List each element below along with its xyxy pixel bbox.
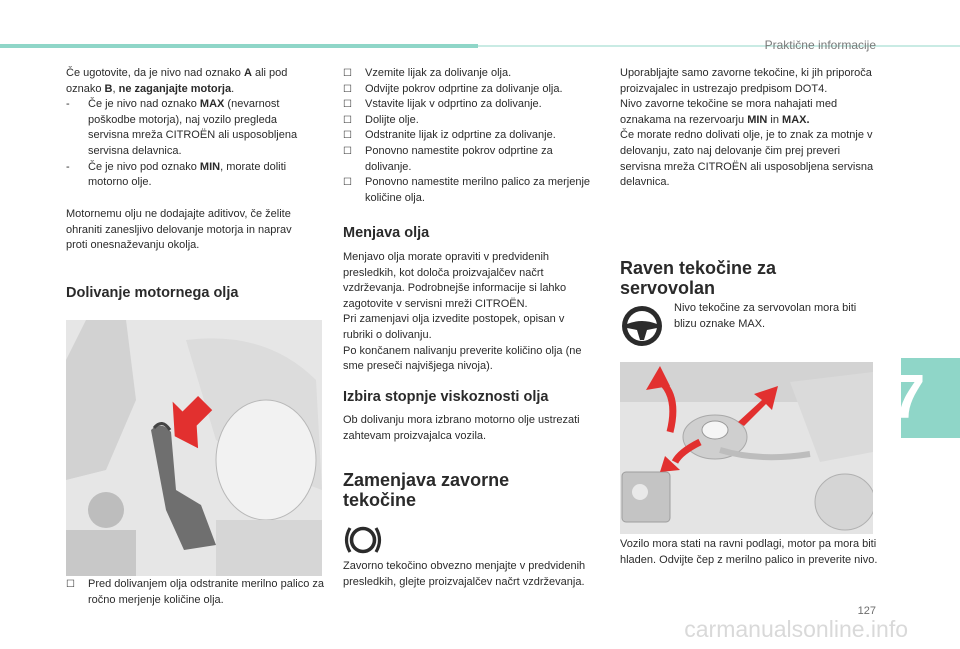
additives-paragraph: Motornemu olju ne dodajajte aditivov, če želite ohraniti zanesljivo delovanje motorja in naprav proti onesnaževanju okolja. bbox=[66, 208, 292, 252]
bullet-below-min bbox=[66, 160, 316, 191]
heading-power-steering: Raven tekočine za servovolan bbox=[620, 258, 777, 298]
header-accent-line bbox=[478, 45, 960, 47]
watermark: carmanualsonline.info bbox=[684, 616, 908, 642]
step-text: Vstavite lijak v odprtino za dolivanje. bbox=[365, 98, 542, 111]
section-title: Praktične informacije bbox=[764, 38, 876, 52]
list-item bbox=[343, 66, 593, 82]
check-box-icon: ☐ bbox=[343, 68, 352, 79]
steering-wheel-icon bbox=[620, 304, 664, 353]
dash-marker: - bbox=[66, 160, 70, 173]
bullet-min-text-c: , morate doliti motorno olje. bbox=[88, 160, 287, 189]
oil-change-paragraph bbox=[343, 250, 593, 375]
check-box-icon: ☐ bbox=[343, 145, 352, 157]
brake-fluid-info bbox=[620, 66, 880, 191]
engine-oil-filler-photo bbox=[66, 320, 322, 576]
do-not-start-warning: ne zaganjajte motorja bbox=[118, 82, 232, 95]
max-label: MAX bbox=[199, 98, 225, 111]
list-item bbox=[343, 82, 593, 98]
list-item bbox=[343, 144, 593, 175]
check-box-icon: ☐ bbox=[66, 579, 75, 590]
bullet-max-text-c: (nevarnost poškodbe motorja), naj vozilo pregleda servisna mreža CITROËN ali usposobljena servisna delavnica. bbox=[88, 98, 298, 157]
brake-warning-icon bbox=[344, 522, 382, 563]
vehicle-check-paragraph: Vozilo mora stati na ravni podlagi, motor pa mora biti hladen. Odvijte čep z merilno palico in preverite nivo. bbox=[620, 538, 878, 566]
intro-paragraph bbox=[66, 66, 316, 191]
heading-oil-change: Menjava olja bbox=[343, 225, 430, 241]
check-box-icon: ☐ bbox=[343, 99, 352, 111]
mark-a: A bbox=[243, 67, 252, 79]
list-item bbox=[343, 175, 593, 206]
before-topup-step bbox=[66, 577, 338, 608]
intro-text-e: , bbox=[112, 82, 119, 95]
chapter-number: 7 bbox=[890, 363, 926, 432]
max-label: MAX. bbox=[782, 113, 810, 126]
heading-brake-fluid: Zamenjava zavorne tekočine bbox=[343, 470, 510, 510]
min-label: MIN bbox=[199, 160, 221, 173]
level-text-a: Nivo zavorne tekočine se mora nahajati med oznakama na rezervoarju bbox=[620, 98, 838, 126]
steering-level-paragraph: Nivo tekočine za servovolan mora biti blizu oznake MAX. bbox=[674, 302, 857, 330]
bullet-min-text-a: Če je nivo pod oznako bbox=[88, 160, 200, 173]
step-text: Ponovno namestite merilno palico za merjenje količine olja. bbox=[365, 176, 591, 204]
intro-text-g: . bbox=[231, 82, 235, 95]
check-box-icon: ☐ bbox=[343, 177, 352, 189]
brake-fluid-service-text: Če morate redno dolivati olje, je to znak za motnje v delovanju, zato naj delovanje čim prej preveri servisna mreža CITROËN ali usposobljena servisna delavnica. bbox=[620, 129, 874, 189]
check-box-icon: ☐ bbox=[343, 130, 352, 142]
step-text: Ponovno namestite pokrov odprtine za dolivanje. bbox=[365, 144, 553, 173]
mark-b: B bbox=[104, 82, 113, 95]
oil-change-text-2: Pri zamenjavi olja izvedite postopek, opisan v rubriki o dolivanju. bbox=[343, 313, 565, 341]
list-item bbox=[343, 128, 593, 144]
header-accent-bar bbox=[0, 44, 478, 48]
check-box-icon: ☐ bbox=[343, 114, 352, 126]
min-label: MIN bbox=[747, 113, 768, 126]
brake-fluid-spec-text: Uporabljajte samo zavorne tekočine, ki jih priporoča proizvajalec in ustrezajo predpisom DOT4. bbox=[620, 67, 872, 95]
bullet-above-max bbox=[66, 97, 316, 159]
step-text: Odvijte pokrov odprtine za dolivanje olja. bbox=[365, 82, 563, 95]
list-item bbox=[343, 113, 593, 129]
brake-fluid-paragraph: Zavorno tekočino obvezno menjajte v predvidenih presledkih, glejte proizvajalčev načrt vzdrževanja. bbox=[343, 560, 586, 588]
oil-change-text: Menjavo olja morate opraviti v predvidenih presledkih, kot določa proizvajalčev načrt vzdrževanja. Podrobnejše informacije si lahko zagotovite v servisni mreži CITROËN. bbox=[343, 251, 567, 310]
intro-text-a: Če ugotovite, da je nivo nad oznako bbox=[66, 67, 244, 79]
power-steering-reservoir-photo bbox=[620, 362, 873, 534]
list-item bbox=[343, 97, 593, 113]
oil-change-text-3: Po končanem nalivanju preverite količino olja (ne sme preseči najvišjega nivoja). bbox=[343, 344, 582, 373]
level-text-c: in bbox=[767, 113, 783, 126]
step-text: Dolijte olje. bbox=[365, 113, 419, 126]
step-text: Odstranite lijak iz odprtine za dolivanje. bbox=[365, 129, 556, 142]
bullet-max-text-a: Če je nivo nad oznako bbox=[88, 98, 200, 111]
intro-text-c: ali pod oznako bbox=[66, 67, 288, 95]
step-text: Vzemite lijak za dolivanje olja. bbox=[365, 67, 512, 79]
heading-viscosity: Izbira stopnje viskoznosti olja bbox=[343, 389, 549, 405]
brake-fluid-level-text bbox=[620, 97, 880, 128]
check-box-icon: ☐ bbox=[343, 83, 352, 95]
heading-oil-topup: Dolivanje motornega olja bbox=[66, 285, 239, 301]
page-number: 127 bbox=[857, 605, 876, 617]
dash-marker: - bbox=[66, 98, 70, 111]
topup-steps-list bbox=[343, 66, 593, 206]
viscosity-paragraph: Ob dolivanju mora izbrano motorno olje ustrezati zahtevam proizvajalca vozila. bbox=[343, 414, 580, 442]
before-topup-text: Pred dolivanjem olja odstranite merilno palico za ročno merjenje količine olja. bbox=[88, 578, 325, 606]
